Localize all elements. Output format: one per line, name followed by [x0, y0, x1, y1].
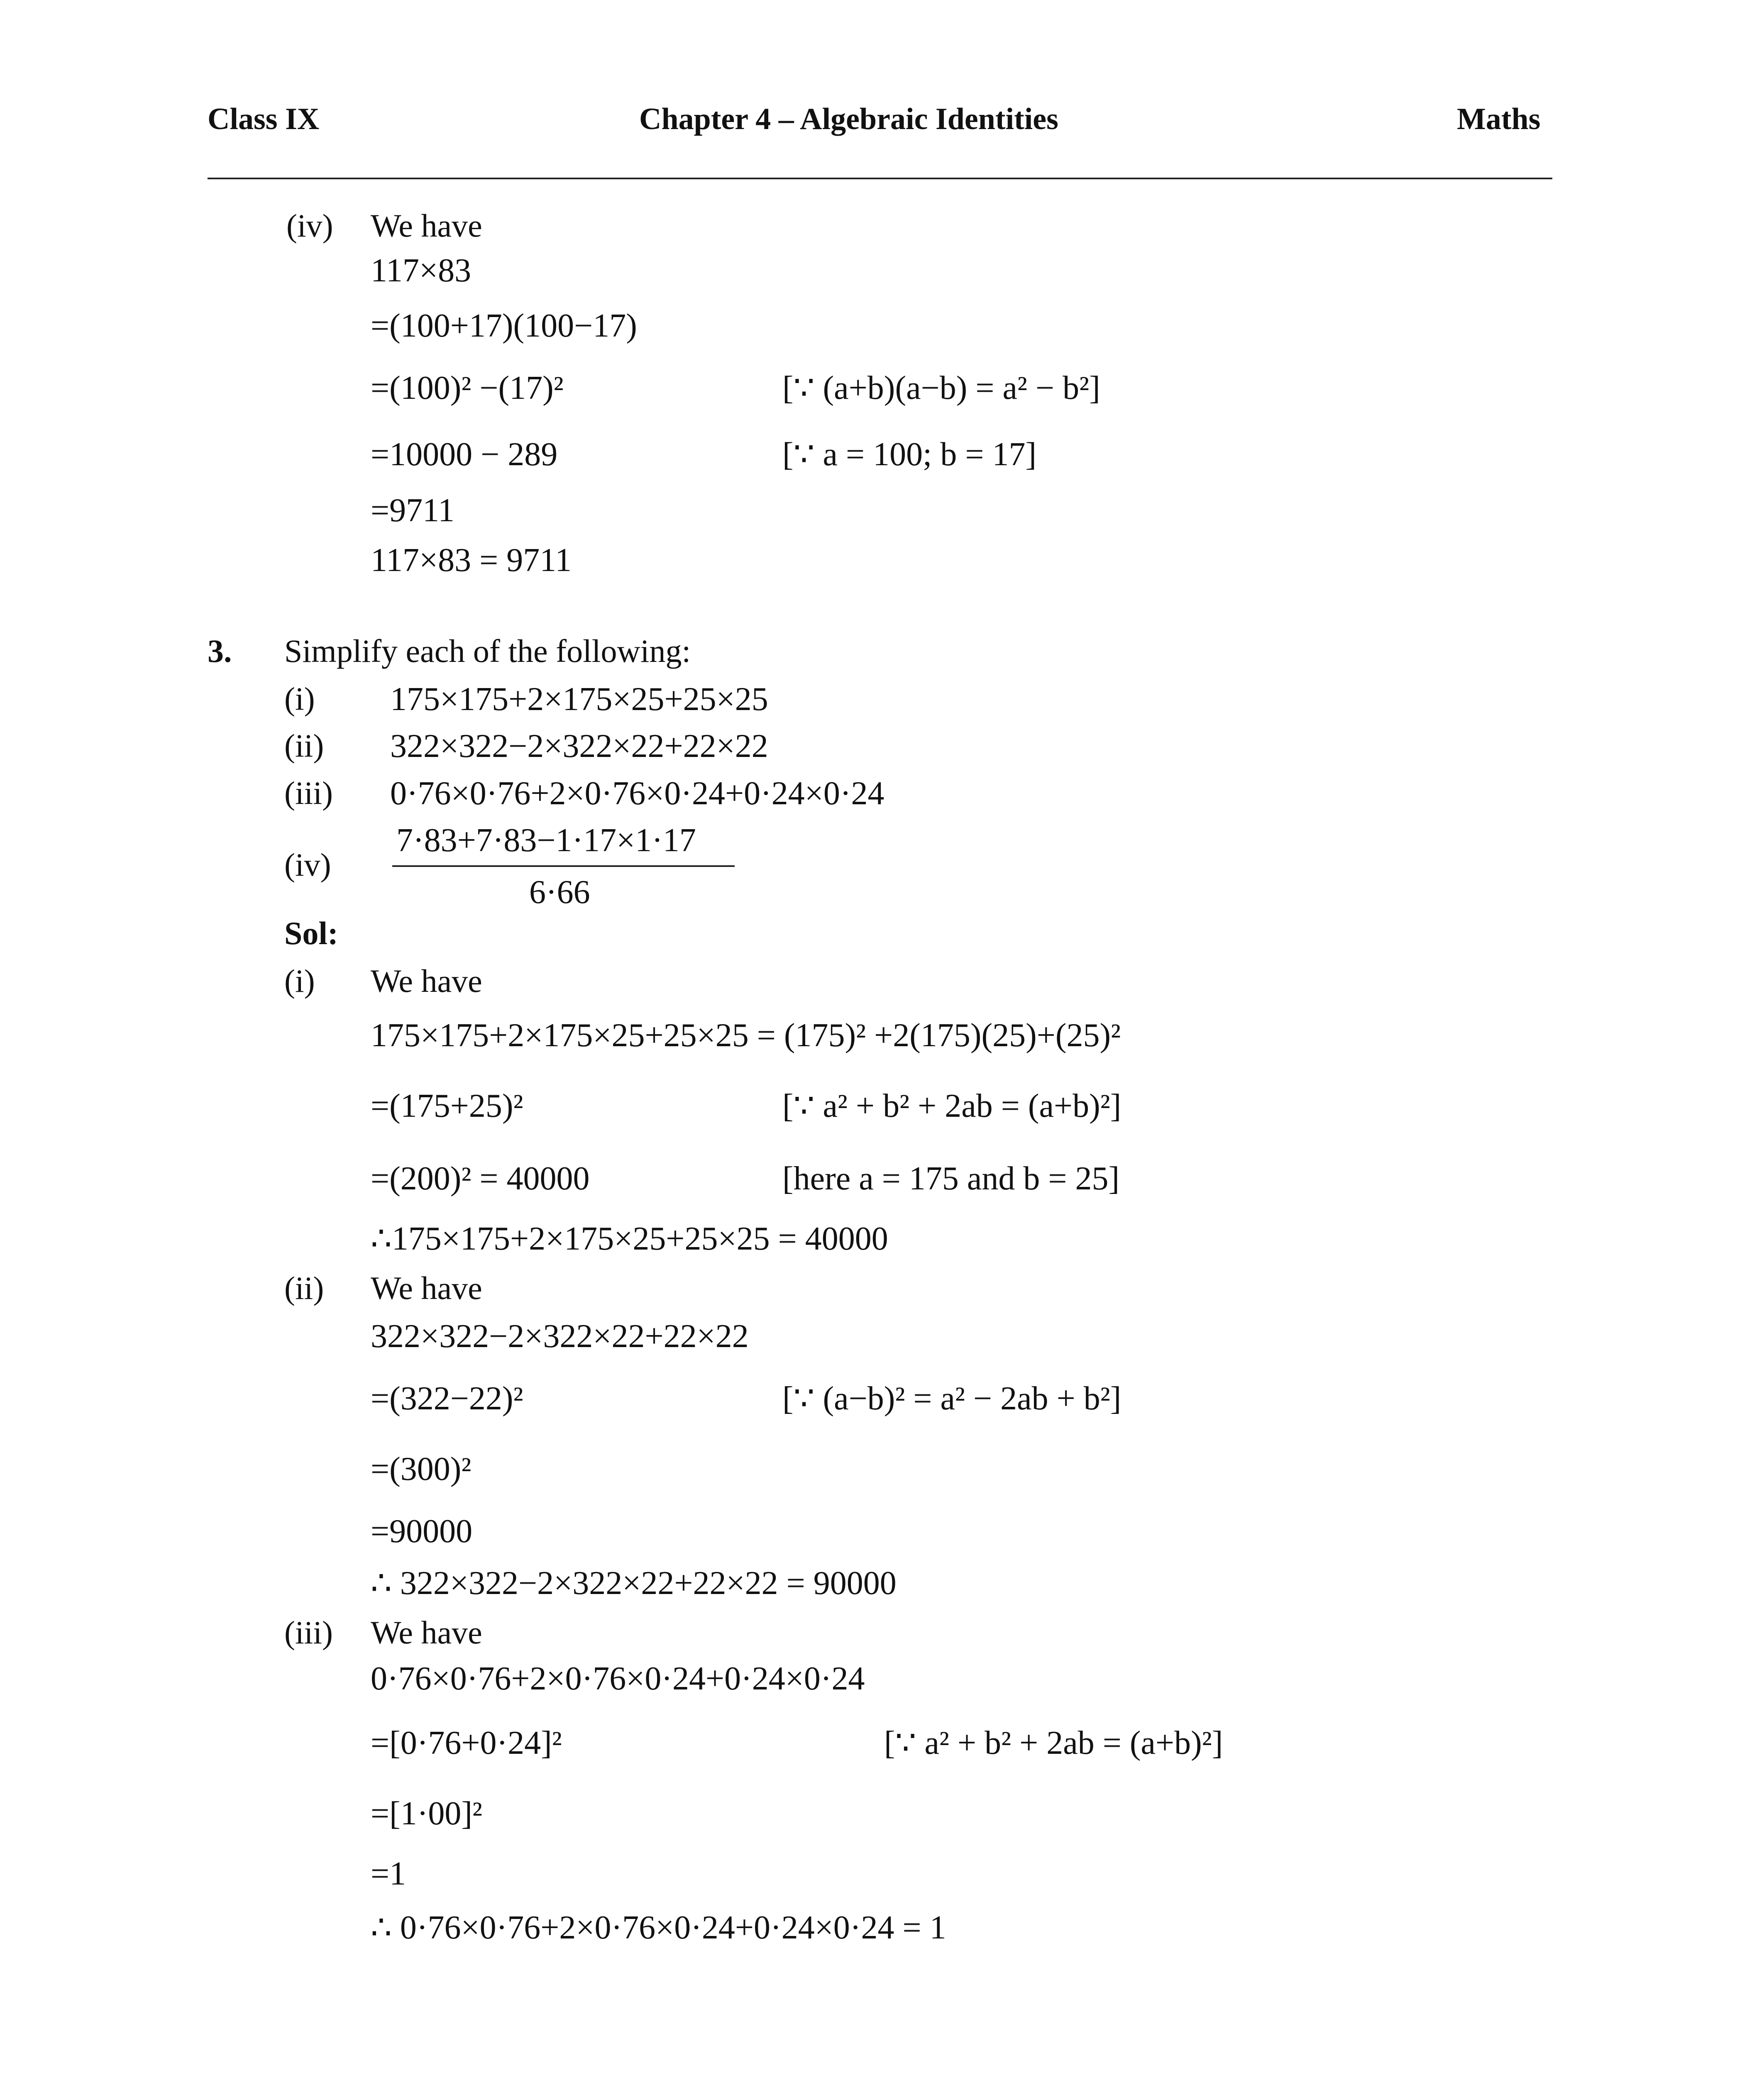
item-expression: 175×175+2×175×25+25×25 — [390, 681, 768, 718]
math-line: ∴175×175+2×175×25+25×25 = 40000 — [371, 1221, 888, 1257]
solution-heading: Sol: — [284, 915, 339, 951]
math-line: 0·76×0·76+2×0·76×0·24+0·24×0·24 — [371, 1660, 865, 1697]
part-label: (i) — [284, 963, 315, 999]
header-chapter-title: Chapter 4 – Algebraic Identities — [639, 102, 1058, 136]
fraction-bar — [392, 865, 735, 867]
math-line: =[0·76+0·24]² — [371, 1725, 562, 1761]
math-line: 117×83 — [371, 252, 472, 289]
math-line: =9711 — [371, 492, 455, 529]
math-line: =90000 — [371, 1513, 473, 1550]
math-line: =(100+17)(100−17) — [371, 308, 637, 344]
math-line: =(100)² −(17)² — [371, 370, 564, 406]
header-class: Class IX — [208, 102, 320, 136]
question-number: 3. — [208, 633, 232, 669]
item-label: (ii) — [284, 727, 324, 764]
item-label: (iii) — [284, 775, 333, 811]
part-intro: We have — [371, 963, 482, 999]
math-line: =(322−22)² — [371, 1380, 523, 1417]
reason-note: [∵ (a+b)(a−b) = a² − b²] — [782, 370, 1100, 406]
reason-note: [∵ a² + b² + 2ab = (a+b)²] — [884, 1725, 1223, 1761]
math-line: ∴ 0·76×0·76+2×0·76×0·24+0·24×0·24 = 1 — [371, 1909, 946, 1946]
reason-note: [here a = 175 and b = 25] — [782, 1160, 1120, 1197]
part-label: (ii) — [284, 1270, 324, 1306]
math-line: =(200)² = 40000 — [371, 1160, 590, 1197]
part-intro: We have — [371, 1270, 482, 1306]
reason-note: [∵ (a−b)² = a² − 2ab + b²] — [782, 1380, 1121, 1417]
reason-note: [∵ a = 100; b = 17] — [782, 436, 1037, 473]
part-intro: We have — [371, 208, 482, 244]
math-line: =10000 − 289 — [371, 436, 558, 473]
item-label: (iv) — [284, 847, 331, 883]
fraction-numerator: 7·83+7·83−1·17×1·17 — [396, 822, 696, 859]
part-intro: We have — [371, 1614, 482, 1650]
math-line: =(300)² — [371, 1451, 472, 1487]
item-label: (i) — [284, 681, 315, 717]
math-line: ∴ 322×322−2×322×22+22×22 = 90000 — [371, 1565, 897, 1601]
header-subject: Maths — [1457, 102, 1541, 136]
math-line: =[1·00]² — [371, 1795, 483, 1832]
part-label: (iii) — [284, 1614, 333, 1650]
math-line: =1 — [371, 1855, 406, 1892]
part-label: (iv) — [286, 208, 333, 244]
item-expression: 322×322−2×322×22+22×22 — [390, 728, 768, 764]
fraction-denominator: 6·66 — [529, 874, 590, 911]
math-line: 322×322−2×322×22+22×22 — [371, 1318, 749, 1355]
math-line: 117×83 = 9711 — [371, 542, 572, 579]
item-expression: 0·76×0·76+2×0·76×0·24+0·24×0·24 — [390, 775, 884, 812]
header-rule — [208, 178, 1552, 179]
math-line: =(175+25)² — [371, 1088, 523, 1124]
reason-note: [∵ a² + b² + 2ab = (a+b)²] — [782, 1088, 1121, 1124]
question-prompt: Simplify each of the following: — [284, 633, 691, 669]
math-line: 175×175+2×175×25+25×25 = (175)² +2(175)(25)+(25)² — [371, 1017, 1121, 1054]
